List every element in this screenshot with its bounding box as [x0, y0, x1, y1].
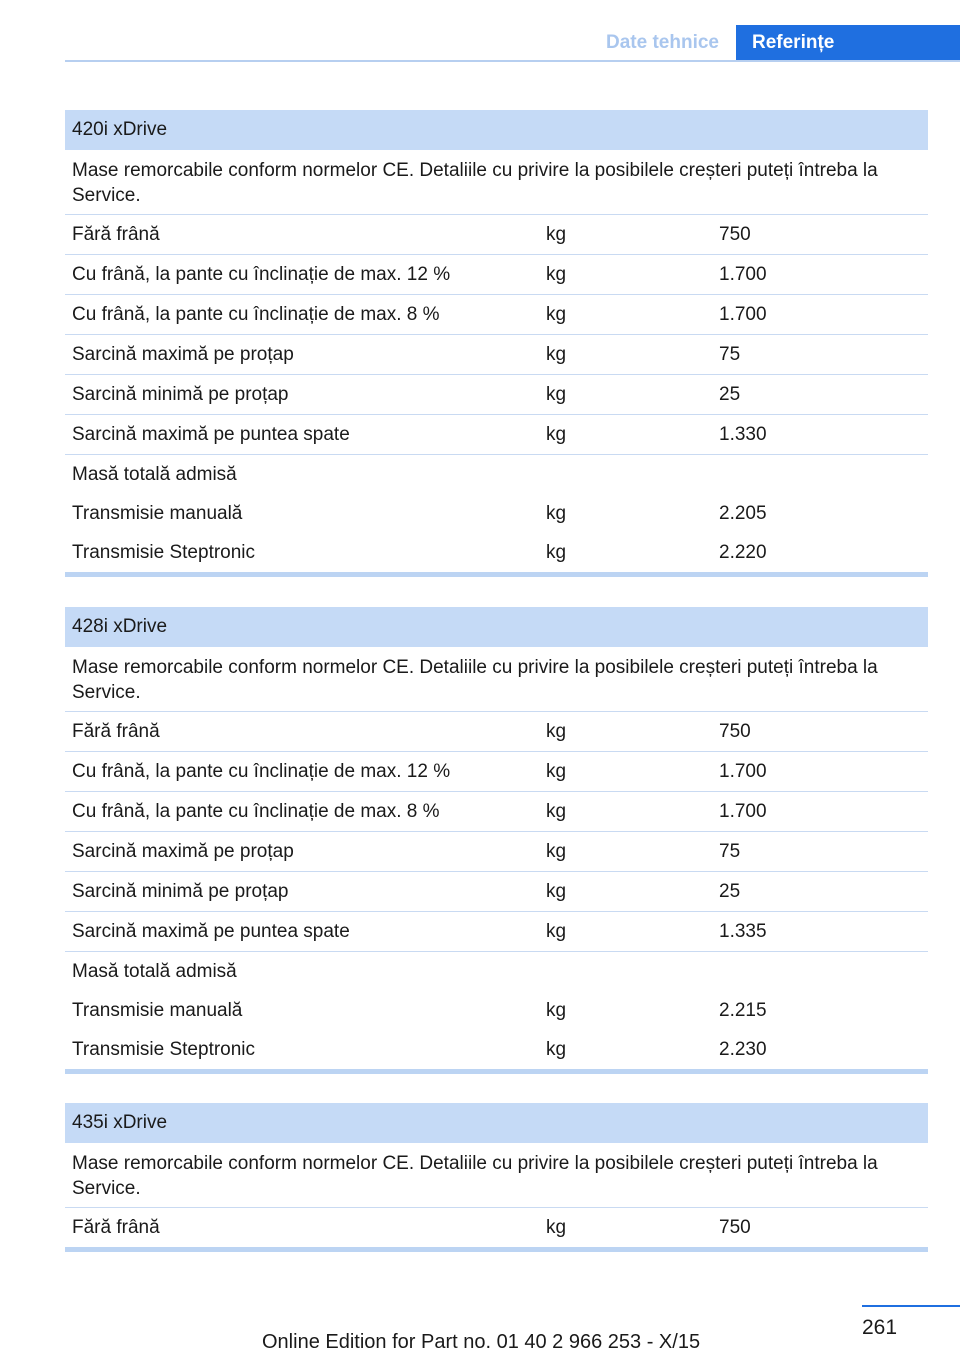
table-row	[65, 872, 928, 912]
table-row	[65, 533, 928, 572]
row-value: 1.330	[719, 424, 767, 445]
row-value: 1.700	[719, 761, 767, 782]
table-row	[65, 375, 928, 415]
row-value: 1.700	[719, 264, 767, 285]
row-label: Fără frână	[72, 224, 160, 245]
row-value: 1.700	[719, 304, 767, 325]
row-label: Transmisie manuală	[72, 1000, 243, 1021]
section-428i	[65, 607, 928, 1074]
row-label: Sarcină maximă pe puntea spate	[72, 424, 350, 445]
section-end-bar	[65, 1069, 928, 1074]
table-row	[65, 295, 928, 335]
row-unit: kg	[546, 921, 567, 942]
row-label: Masă totală admisă	[72, 464, 237, 485]
table-row	[65, 455, 928, 494]
row-value: 2.215	[719, 1000, 767, 1021]
row-unit: kg	[546, 881, 567, 902]
row-value: 2.230	[719, 1039, 767, 1060]
section-420i	[65, 110, 928, 577]
row-label: Cu frână, la pante cu înclinație de max. 12 %	[72, 761, 451, 782]
table-row	[65, 494, 928, 533]
row-label: Cu frână, la pante cu înclinație de max. 8 %	[72, 801, 440, 822]
row-label: Transmisie manuală	[72, 503, 243, 524]
section-title: 420i xDrive	[65, 110, 928, 150]
row-label: Cu frână, la pante cu înclinație de max. 12 %	[72, 264, 451, 285]
row-value: 2.220	[719, 542, 767, 563]
table-row	[65, 991, 928, 1030]
page-header	[65, 25, 960, 62]
section-end-bar	[65, 572, 928, 577]
row-label: Sarcină minimă pe proțap	[72, 384, 289, 405]
section-description: Mase remorcabile conform normelor CE. Detaliile cu privire la posibilele creșteri puteți întreba la Service.	[65, 150, 928, 215]
row-unit: kg	[546, 503, 567, 524]
row-value: 750	[719, 721, 751, 742]
table-row	[65, 255, 928, 295]
row-unit: kg	[546, 424, 567, 445]
row-unit: kg	[546, 721, 567, 742]
table-row	[65, 952, 928, 991]
table-row	[65, 752, 928, 792]
table-row	[65, 792, 928, 832]
row-label: Sarcină maximă pe proțap	[72, 344, 294, 365]
row-unit: kg	[546, 761, 567, 782]
section-title: 435i xDrive	[65, 1103, 928, 1143]
tab-referinte[interactable]: Referințe	[736, 25, 960, 62]
row-label: Transmisie Steptronic	[72, 542, 256, 563]
row-unit: kg	[546, 1000, 567, 1021]
section-end-bar	[65, 1247, 928, 1252]
row-value: 1.335	[719, 921, 767, 942]
row-unit: kg	[546, 1039, 567, 1060]
table-row	[65, 1030, 928, 1069]
row-label: Fără frână	[72, 1217, 160, 1238]
row-label: Transmisie Steptronic	[72, 1039, 256, 1060]
table-row	[65, 415, 928, 455]
row-value: 750	[719, 1217, 751, 1238]
row-value: 2.205	[719, 503, 767, 524]
table-row	[65, 215, 928, 255]
header-divider	[65, 60, 960, 62]
row-unit: kg	[546, 542, 567, 563]
section-title: 428i xDrive	[65, 607, 928, 647]
row-unit: kg	[546, 344, 567, 365]
row-value: 75	[719, 841, 741, 862]
section-description: Mase remorcabile conform normelor CE. Detaliile cu privire la posibilele creșteri puteți întreba la Service.	[65, 1143, 928, 1208]
row-value: 750	[719, 224, 751, 245]
row-unit: kg	[546, 264, 567, 285]
row-label: Sarcină minimă pe proțap	[72, 881, 289, 902]
page-number: 261	[862, 1316, 898, 1339]
row-label: Fără frână	[72, 721, 160, 742]
edition-footer: Online Edition for Part no. 01 40 2 966 253 - X/15	[262, 1331, 701, 1353]
row-label: Masă totală admisă	[72, 961, 237, 982]
row-label: Cu frână, la pante cu înclinație de max. 8 %	[72, 304, 440, 325]
section-435i	[65, 1103, 928, 1252]
footer-divider	[862, 1305, 960, 1307]
table-row	[65, 832, 928, 872]
table-row	[65, 335, 928, 375]
row-value: 75	[719, 344, 741, 365]
section-description: Mase remorcabile conform normelor CE. Detaliile cu privire la posibilele creșteri puteți întreba la Service.	[65, 647, 928, 712]
row-value: 25	[719, 384, 741, 405]
row-unit: kg	[546, 1217, 567, 1238]
row-unit: kg	[546, 801, 567, 822]
row-unit: kg	[546, 841, 567, 862]
row-unit: kg	[546, 224, 567, 245]
tab-date-tehnice[interactable]: Date tehnice	[606, 32, 719, 53]
row-value: 1.700	[719, 801, 767, 822]
row-label: Sarcină maximă pe proțap	[72, 841, 294, 862]
row-unit: kg	[546, 304, 567, 325]
row-label: Sarcină maximă pe puntea spate	[72, 921, 350, 942]
table-row	[65, 1208, 928, 1247]
row-unit: kg	[546, 384, 567, 405]
table-row	[65, 912, 928, 952]
row-value: 25	[719, 881, 741, 902]
table-row	[65, 712, 928, 752]
